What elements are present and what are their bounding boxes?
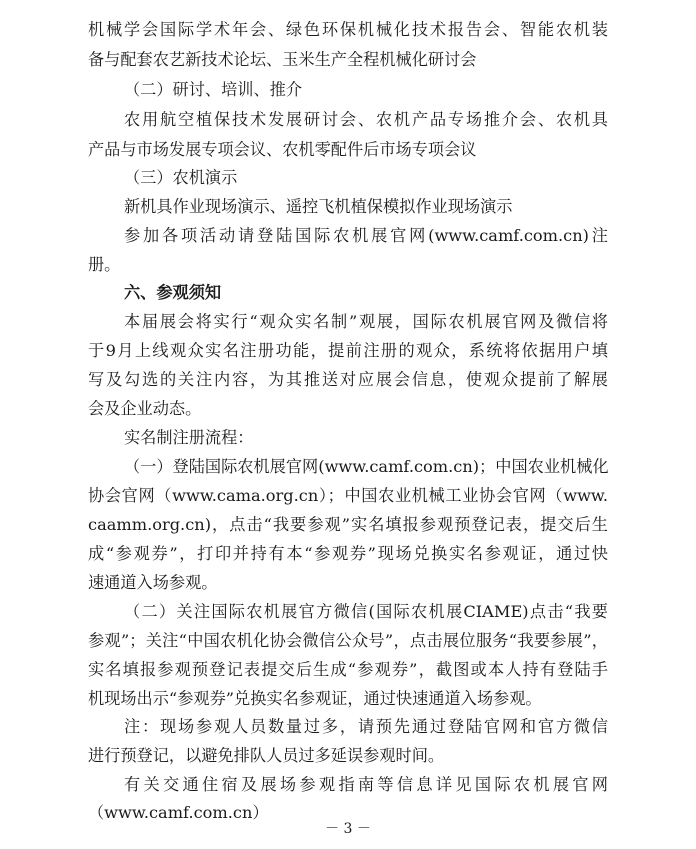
text-line: 农用航空植保技术发展研讨会、农机产品专场推介会、农机具 — [124, 110, 608, 129]
text-line: 于9月上线观众实名注册功能，提前注册的观众，系统将依据用户填 — [88, 341, 608, 360]
text-line: 实名填报参观预登记表提交后生成“参观券”，截图或本人持有登陆手 — [88, 660, 608, 679]
text-line: 成“参观券”，打印并持有本“参观券”现场兑换实名参观证，通过快 — [88, 544, 608, 563]
text-line: 实名制注册流程： — [124, 428, 254, 447]
text-line: 写及勾选的关注内容，为其推送对应展会信息，使观众提前了解展 — [88, 370, 608, 389]
text-line: 册。 — [88, 255, 121, 274]
text-line: 机械学会国际学术年会、绿色环保机械化技术报告会、智能农机装 — [88, 20, 608, 39]
section-subheading: （二）研讨、培训、推介 — [124, 80, 303, 99]
text-line: 新机具作业现场演示、遥控飞机植保模拟作业现场演示 — [124, 197, 513, 216]
text-line: 速通道入场参观。 — [88, 573, 218, 592]
text-line: 有关交通住宿及展场参观指南等信息详见国际农机展官网 — [124, 775, 608, 794]
text-line: 本届展会将实行“观众实名制”观展，国际农机展官网及微信将 — [124, 312, 608, 331]
text-line: caamm.org.cn)，点击“我要参观”实名填报参观预登记表，提交后生 — [88, 515, 608, 534]
text-line: （二）关注国际农机展官方微信(国际农机展CIAME)点击“我要 — [124, 602, 608, 621]
section-subheading: （三）农机演示 — [124, 168, 238, 187]
text-line: 会及企业动态。 — [88, 399, 202, 418]
text-line: 参观”；关注“中国农机化协会微信公众号”，点击展位服务“我要参展”， — [88, 631, 608, 650]
section-heading: 六、参观须知 — [124, 283, 222, 302]
text-line: （一）登陆国际农机展官网(www.camf.com.cn)；中国农业机械化 — [124, 457, 609, 476]
page-number: － 3 － — [325, 821, 371, 837]
text-line: 产品与市场发展专项会议、农机零配件后市场专项会议 — [88, 140, 477, 159]
text-line: 备与配套农艺新技术论坛、玉米生产全程机械化研讨会 — [88, 50, 477, 69]
text-line: 进行预登记，以避免排队人员过多延误参观时间。 — [88, 746, 445, 765]
text-line: 参加各项活动请登陆国际农机展官网(www.camf.com.cn)注 — [124, 226, 608, 245]
text-line: （www.camf.com.cn） — [88, 803, 269, 822]
text-line: 注：现场参观人员数量过多，请预先通过登陆官网和官方微信 — [124, 717, 608, 736]
text-line: 机现场出示“参观券”兑换实名参观证，通过快速通道入场参观。 — [88, 689, 542, 708]
text-line: 协会官网（www.cama.org.cn）；中国农业机械工业协会官网（www. — [88, 486, 608, 505]
